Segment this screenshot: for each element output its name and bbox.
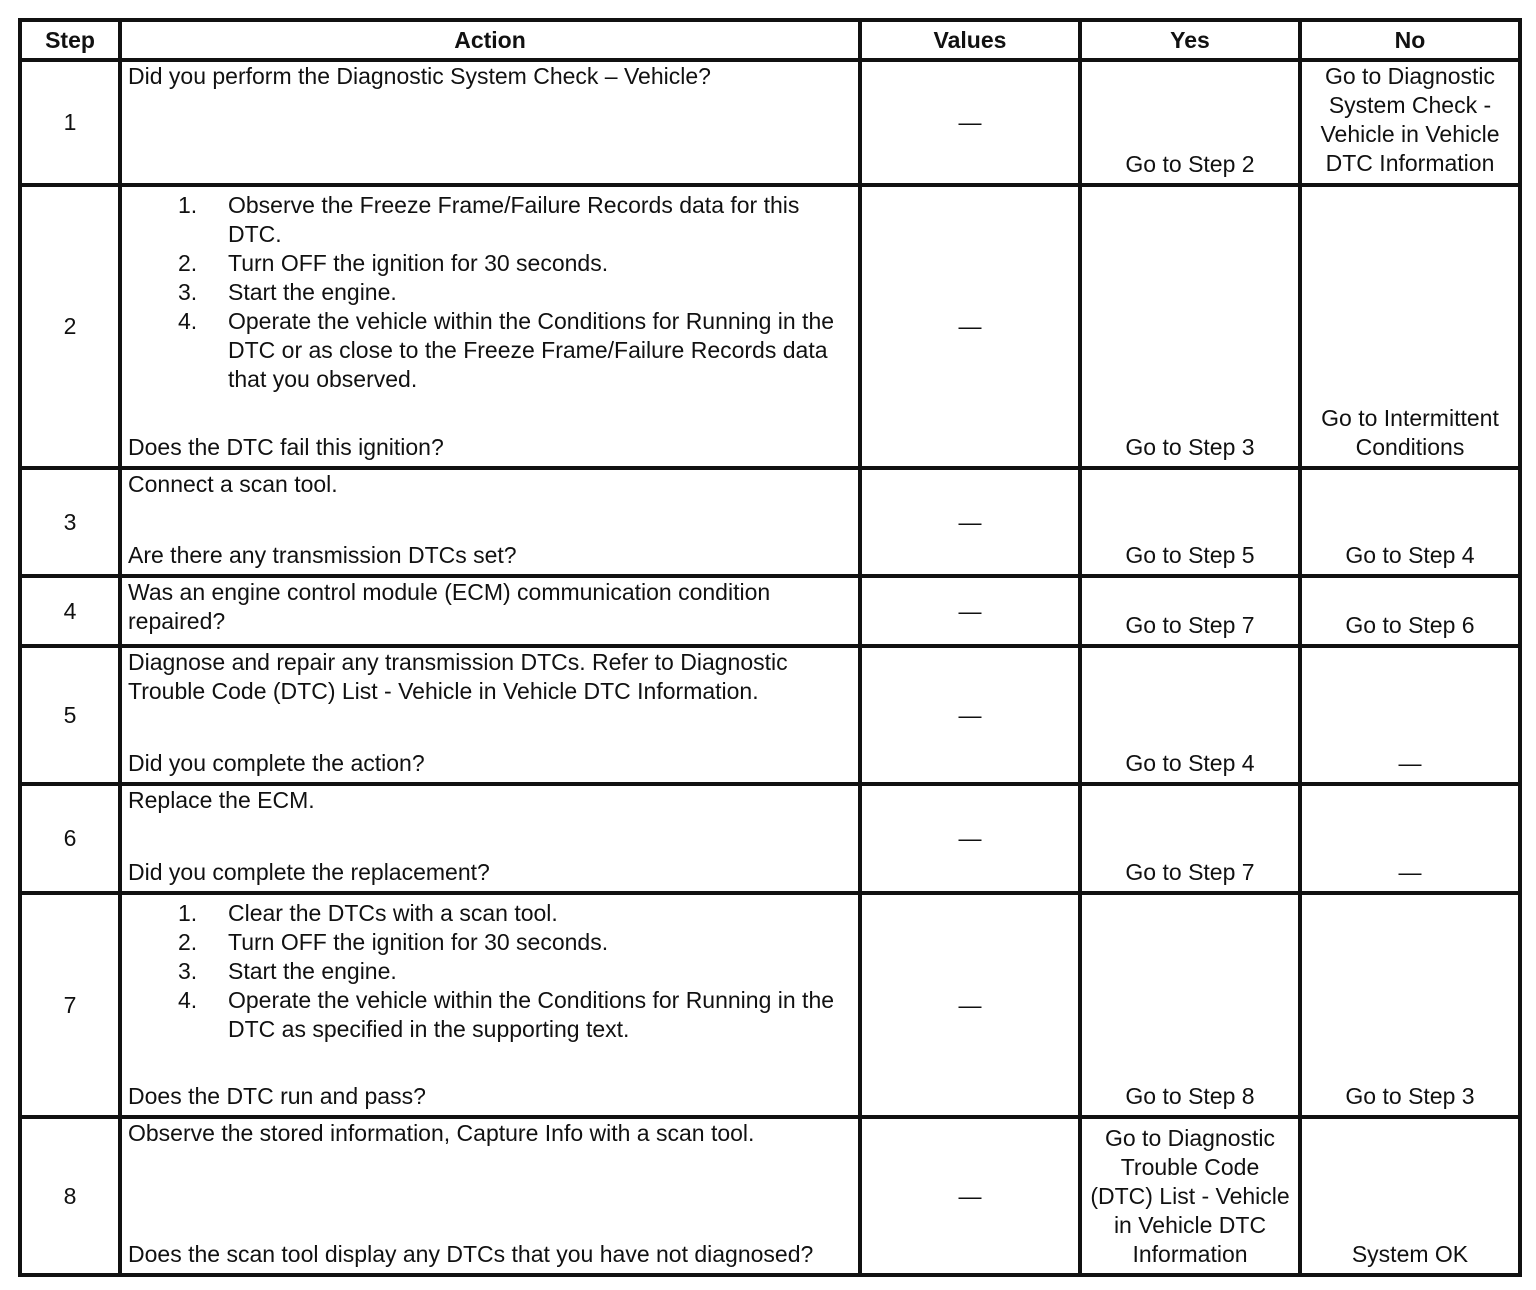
action-question: Does the scan tool display any DTCs that you have not diagnosed?	[128, 1241, 814, 1267]
list-item-text: Observe the Freeze Frame/Failure Records data for this DTC.	[228, 192, 800, 247]
list-item-number: 4.	[178, 308, 198, 334]
yes-cell	[1080, 646, 1300, 784]
yes-cell	[1080, 1117, 1300, 1275]
yes-cell	[1080, 784, 1300, 893]
list-item-number: 3.	[178, 958, 198, 984]
values-cell: —	[860, 60, 1080, 185]
no-cell	[1300, 646, 1520, 784]
list-item	[128, 899, 852, 928]
no-link[interactable]: Go to Intermittent Conditions	[1321, 405, 1499, 460]
action-cell	[120, 468, 860, 576]
action-question: Does the DTC run and pass?	[128, 1083, 426, 1109]
yes-link[interactable]: Go to Diagnostic Trouble Code (DTC) List - Vehicle in Vehicle DTC Information	[1090, 1125, 1290, 1267]
no-link: —	[1398, 859, 1422, 885]
action-text: Diagnose and repair any transmission DTCs. Refer to Diagnostic Trouble Code (DTC) List - Vehicle in Vehicle DTC Information.	[128, 649, 788, 704]
yes-link[interactable]: Go to Step 4	[1125, 750, 1255, 776]
step-number: 4	[20, 576, 120, 646]
list-item	[128, 249, 852, 278]
step-number: 8	[20, 1117, 120, 1275]
yes-cell	[1080, 185, 1300, 468]
yes-link[interactable]: Go to Step 2	[1125, 151, 1255, 177]
table-row	[20, 893, 1520, 1117]
action-question: Did you complete the action?	[128, 750, 425, 776]
values-cell: —	[860, 1117, 1080, 1275]
list-item	[128, 986, 852, 1044]
yes-cell	[1080, 893, 1300, 1117]
no-link[interactable]: Go to Step 4	[1345, 542, 1475, 568]
action-step-list	[128, 895, 852, 1044]
action-cell	[120, 784, 860, 893]
list-item-number: 1.	[178, 900, 198, 926]
action-cell	[120, 1117, 860, 1275]
step-number: 5	[20, 646, 120, 784]
list-item	[128, 307, 852, 394]
step-number: 1	[20, 60, 120, 185]
list-item	[128, 278, 852, 307]
list-item-number: 4.	[178, 987, 198, 1013]
list-item-number: 2.	[178, 929, 198, 955]
list-item-text: Start the engine.	[228, 958, 397, 984]
list-item-text: Turn OFF the ignition for 30 seconds.	[228, 250, 609, 276]
step-number: 7	[20, 893, 120, 1117]
action-cell	[120, 576, 860, 646]
no-link[interactable]: System OK	[1351, 1241, 1469, 1267]
table-row	[20, 646, 1520, 784]
table-row	[20, 185, 1520, 468]
list-item-text: Start the engine.	[228, 279, 397, 305]
yes-link[interactable]: Go to Step 7	[1125, 859, 1255, 885]
action-cell	[120, 60, 860, 185]
action-cell	[120, 646, 860, 784]
values-cell: —	[860, 185, 1080, 468]
no-cell	[1300, 784, 1520, 893]
list-item-text: Operate the vehicle within the Conditions for Running in the DTC or as close to the Freeze Frame/Failure Records data that you observed.	[228, 308, 835, 392]
no-cell	[1300, 468, 1520, 576]
yes-cell	[1080, 576, 1300, 646]
header-row	[20, 20, 1520, 60]
action-cell	[120, 185, 860, 468]
no-link: —	[1398, 750, 1422, 776]
list-item-text: Turn OFF the ignition for 30 seconds.	[228, 929, 609, 955]
table-row	[20, 468, 1520, 576]
action-question: Are there any transmission DTCs set?	[128, 542, 517, 568]
action-text: Did you perform the Diagnostic System Check – Vehicle?	[128, 63, 711, 89]
table-row	[20, 1117, 1520, 1275]
header-yes: Yes	[1080, 20, 1300, 60]
list-item	[128, 191, 852, 249]
no-cell	[1300, 1117, 1520, 1275]
no-cell	[1300, 893, 1520, 1117]
list-item-text: Clear the DTCs with a scan tool.	[228, 900, 558, 926]
table-body	[20, 60, 1520, 1275]
yes-link[interactable]: Go to Step 7	[1125, 612, 1255, 638]
yes-link[interactable]: Go to Step 5	[1125, 542, 1255, 568]
list-item	[128, 957, 852, 986]
action-text: Observe the stored information, Capture Info with a scan tool.	[128, 1120, 755, 1146]
no-link[interactable]: Go to Step 3	[1345, 1083, 1475, 1109]
action-question: Does the DTC fail this ignition?	[128, 434, 444, 460]
action-step-list	[128, 187, 852, 394]
action-question: Did you complete the replacement?	[128, 859, 490, 885]
list-item	[128, 928, 852, 957]
header-step: Step	[20, 20, 120, 60]
no-link[interactable]: Go to Step 6	[1345, 612, 1475, 638]
step-number: 6	[20, 784, 120, 893]
table-row	[20, 576, 1520, 646]
step-number: 3	[20, 468, 120, 576]
values-cell: —	[860, 646, 1080, 784]
values-cell: —	[860, 468, 1080, 576]
values-cell: —	[860, 784, 1080, 893]
diagnostic-table	[18, 18, 1522, 1277]
action-text: Was an engine control module (ECM) communication condition repaired?	[128, 579, 771, 634]
list-item-number: 1.	[178, 192, 198, 218]
header-action: Action	[120, 20, 860, 60]
no-cell	[1300, 185, 1520, 468]
values-cell: —	[860, 893, 1080, 1117]
values-cell: —	[860, 576, 1080, 646]
step-number: 2	[20, 185, 120, 468]
header-values: Values	[860, 20, 1080, 60]
header-no: No	[1300, 20, 1520, 60]
table-row	[20, 60, 1520, 185]
action-cell	[120, 893, 860, 1117]
yes-link[interactable]: Go to Step 8	[1125, 1083, 1255, 1109]
no-link[interactable]: Go to Diagnostic System Check - Vehicle in Vehicle DTC Information	[1320, 63, 1500, 176]
action-text: Replace the ECM.	[128, 787, 315, 813]
action-text: Connect a scan tool.	[128, 471, 338, 497]
yes-cell	[1080, 60, 1300, 185]
no-cell	[1300, 60, 1520, 185]
list-item-number: 2.	[178, 250, 198, 276]
list-item-text: Operate the vehicle within the Conditions for Running in the DTC as specified in the supporting text.	[228, 987, 835, 1042]
yes-link[interactable]: Go to Step 3	[1125, 434, 1255, 460]
no-cell	[1300, 576, 1520, 646]
table-row	[20, 784, 1520, 893]
list-item-number: 3.	[178, 279, 198, 305]
yes-cell	[1080, 468, 1300, 576]
